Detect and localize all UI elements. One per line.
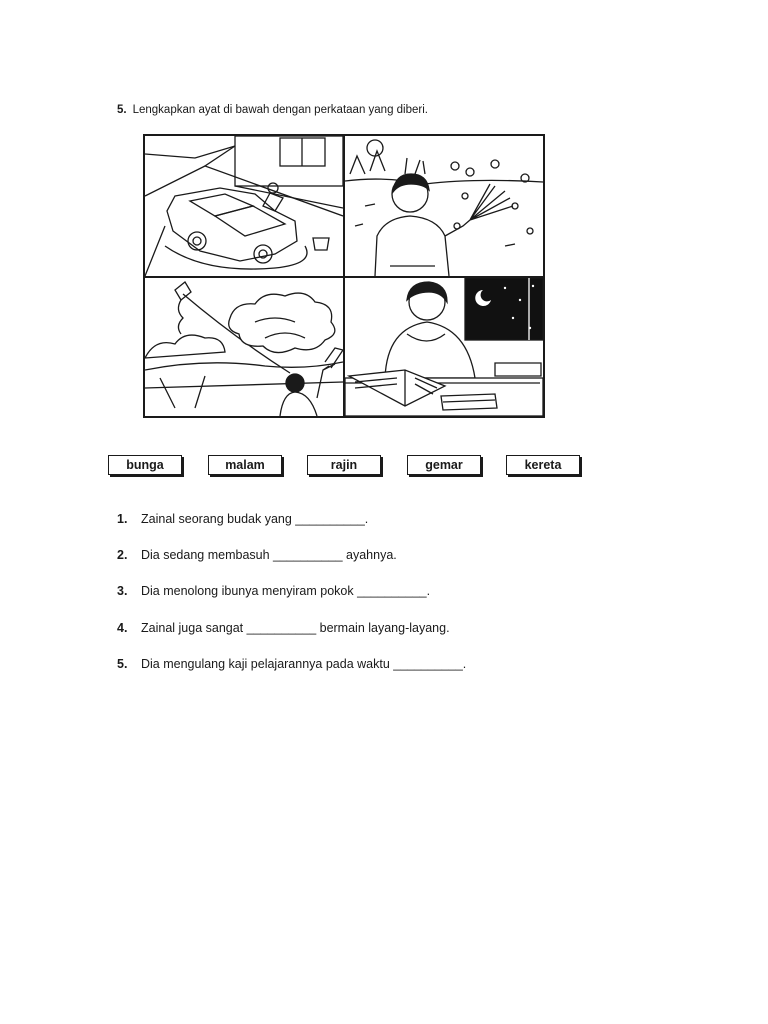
picture-washing-car xyxy=(145,136,345,278)
sentence-text: Dia mengulang kaji pelajarannya pada waktu __________. xyxy=(141,657,467,671)
sentence-number: 5. xyxy=(117,657,128,671)
sentence-text: Zainal seorang budak yang __________. xyxy=(141,512,369,526)
sentence-text: Zainal juga sangat __________ bermain layang-layang. xyxy=(141,621,450,635)
sentence-number: 1. xyxy=(117,512,128,526)
word-box: kereta xyxy=(506,455,580,475)
word-bank xyxy=(108,455,582,479)
sentence-item xyxy=(117,512,368,526)
sentence-text: Dia menolong ibunya menyiram pokok __________. xyxy=(141,584,431,598)
sentence-item xyxy=(117,657,466,671)
word-box: bunga xyxy=(108,455,182,475)
question-header xyxy=(117,104,428,116)
sentence-item xyxy=(117,548,397,562)
picture-flying-kite xyxy=(145,278,345,416)
sentence-number: 3. xyxy=(117,584,128,598)
word-box: gemar xyxy=(407,455,481,475)
sentence-number: 2. xyxy=(117,548,128,562)
picture-watering-flowers xyxy=(345,136,543,278)
word-box: malam xyxy=(208,455,282,475)
sentence-item xyxy=(117,584,430,598)
sentence-text: Dia sedang membasuh __________ ayahnya. xyxy=(141,548,397,562)
question-instruction: Lengkapkan ayat di bawah dengan perkataan yang diberi. xyxy=(132,104,428,116)
sentence-item xyxy=(117,621,450,635)
question-number: 5. xyxy=(117,104,127,116)
word-box: rajin xyxy=(307,455,381,475)
picture-studying-at-night xyxy=(345,278,543,416)
picture-grid xyxy=(143,134,545,418)
sentence-number: 4. xyxy=(117,621,128,635)
